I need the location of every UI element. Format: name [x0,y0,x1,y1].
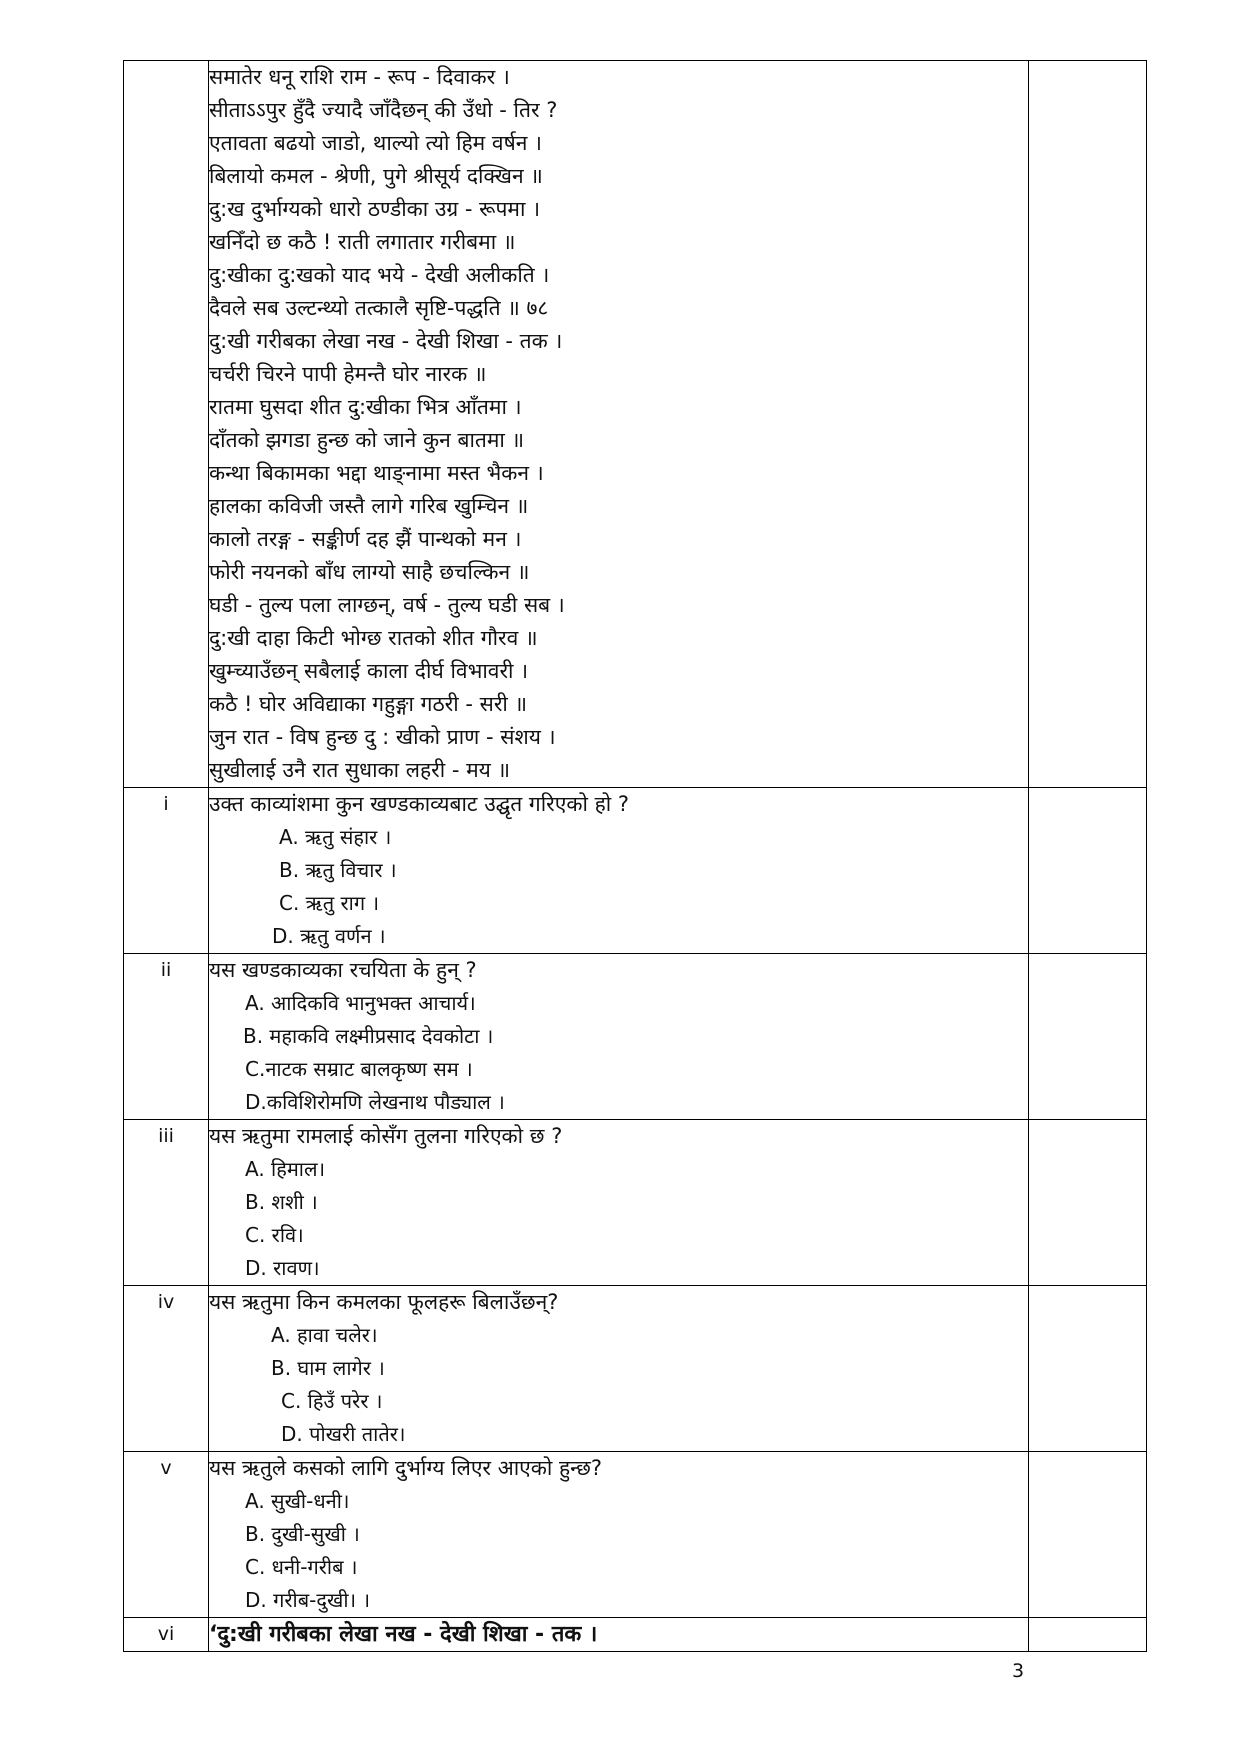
question-row [124,1286,1147,1452]
option-d: D. ऋतु वर्णन । [272,924,386,948]
poem-line: जुन रात - विष हुन्छ दु : खीको प्राण - संशय । [209,725,556,749]
option-b: B. महाकवि लक्ष्मीप्रसाद देवकोटा । [243,1024,494,1048]
poem-line: फोरी नयनको बाँध लाग्यो साहै छचल्किन ॥ [209,560,530,584]
question-row [124,954,1147,1120]
question-number: iv [124,1286,209,1452]
poem-line: दैवले सब उल्टन्थ्यो तत्कालै सृष्टि-पद्धति ॥ ७८ [209,296,549,320]
poem-line: खनिँदो छ कठै ! राती लगातार गरीबमा ॥ [209,230,516,254]
option-d: D. रावण। [245,1256,320,1280]
question-text: ‘दु:खी गरीबका लेखा नख - देखी शिखा - तक । [209,1622,598,1647]
question-text: यस ऋतुमा किन कमलका फूलहरू बिलाउँछन्? [209,1290,559,1314]
question-cell [209,788,1029,954]
question-row [124,1452,1147,1618]
poem-line: कठै ! घोर अविद्याका गहुङ्गा गठरी - सरी ॥ [209,692,528,716]
question-table [123,60,1147,1652]
poem-cell [209,61,1029,788]
marks-cell [1029,954,1147,1120]
option-b: B. दुखी-सुखी । [245,1522,360,1546]
option-c: C. रवि। [245,1223,304,1247]
option-a: A. हिमाल। [245,1157,326,1181]
question-row [124,788,1147,954]
question-row [124,1120,1147,1286]
option-c: C.नाटक सम्राट बालकृष्ण सम । [245,1057,473,1081]
poem-line: हालका कविजी जस्तै लागे गरिब खुम्चिन ॥ [209,494,529,518]
question-text: यस ऋतुमा रामलाई कोसँग तुलना गरिएको छ ? [209,1124,563,1148]
question-cell [209,954,1029,1120]
poem-line: दाँतको झगडा हुन्छ को जाने कुन बातमा ॥ [209,428,525,452]
question-row [124,1618,1147,1652]
option-a: A. हावा चलेर। [271,1323,378,1347]
marks-cell [1029,1452,1147,1618]
poem-line: खुम्च्याउँछन् सबैलाई काला दीर्घ विभावरी । [209,659,529,683]
question-cell [209,1286,1029,1452]
marks-cell [1029,1286,1147,1452]
option-d: D. गरीब-दुखी। । [245,1588,371,1612]
option-b: B. घाम लागेर । [271,1356,385,1380]
question-text: यस खण्डकाव्यका रचयिता के हुन् ? [209,958,477,982]
poem-line: दु:खी दाहा किटी भोग्छ रातको शीत गौरव ॥ [209,626,538,650]
option-d: D. पोखरी तातेर। [281,1422,406,1446]
poem-number-cell [124,61,209,788]
page-number: 3 [1012,1660,1025,1682]
question-text: यस ऋतुले कसको लागि दुर्भाग्य लिएर आएको हुन्छ? [209,1456,603,1480]
marks-cell [1029,1618,1147,1652]
question-cell [209,1452,1029,1618]
poem-line: समातेर धनू राशि राम - रूप - दिवाकर । [209,65,510,89]
poem-line: कालो तरङ्ग - सङ्कीर्ण दह झैं पान्थको मन । [209,527,522,551]
question-number: v [124,1452,209,1618]
option-a: A. आदिकवि भानुभक्त आचार्य। [245,991,476,1015]
question-number: ii [124,954,209,1120]
poem-line: दु:खी गरीबका लेखा नख - देखी शिखा - तक । [209,329,563,353]
option-c: C. धनी-गरीब । [245,1555,358,1579]
question-number: iii [124,1120,209,1286]
marks-cell [1029,61,1147,788]
question-text: उक्त काव्यांशमा कुन खण्डकाव्यबाट उद्घृत गरिएको हो ? [209,792,629,816]
poem-line: रातमा घुसदा शीत दु:खीका भित्र आँतमा । [209,395,522,419]
marks-cell [1029,1120,1147,1286]
poem-line: चर्चरी चिरने पापी हेमन्तै घोर नारक ॥ [209,362,487,386]
question-number: i [124,788,209,954]
option-b: B. शशी । [245,1190,318,1214]
option-c: C. ऋतु राग । [279,891,380,915]
poem-line: घडी - तुल्य पला लाग्छन्, वर्ष - तुल्य घडी सब । [209,593,565,617]
poem-line: सुखीलाई उनै रात सुधाका लहरी - मय ॥ [209,758,511,782]
poem-line: दु:खीका दु:खको याद भये - देखी अलीकति । [209,263,550,287]
option-d: D.कविशिरोमणि लेखनाथ पौड्याल । [245,1090,505,1114]
question-cell [209,1120,1029,1286]
question-number: vi [124,1618,209,1652]
question-cell [209,1618,1029,1652]
option-b: B. ऋतु विचार । [279,858,397,882]
poem-line: बिलायो कमल - श्रेणी, पुगे श्रीसूर्य दक्खिन ॥ [209,164,543,188]
poem-line: एतावता बढयो जाडो, थाल्यो त्यो हिम वर्षन । [209,131,542,155]
poem-line: सीताऽऽपुर हुँदै ज्यादै जाँदैछन् की उँधो - तिर ? [209,98,558,122]
poem-row [124,61,1147,788]
poem-line: दु:ख दुर्भाग्यको धारो ठण्डीका उग्र - रूपमा । [209,197,541,221]
marks-cell [1029,788,1147,954]
option-a: A. ऋतु संहार । [279,825,392,849]
option-c: C. हिउँ परेर । [281,1389,383,1413]
option-a: A. सुखी-धनी। [245,1489,350,1513]
poem-line: कन्था बिकामका भद्दा थाङ्नामा मस्त भैकन । [209,461,544,485]
